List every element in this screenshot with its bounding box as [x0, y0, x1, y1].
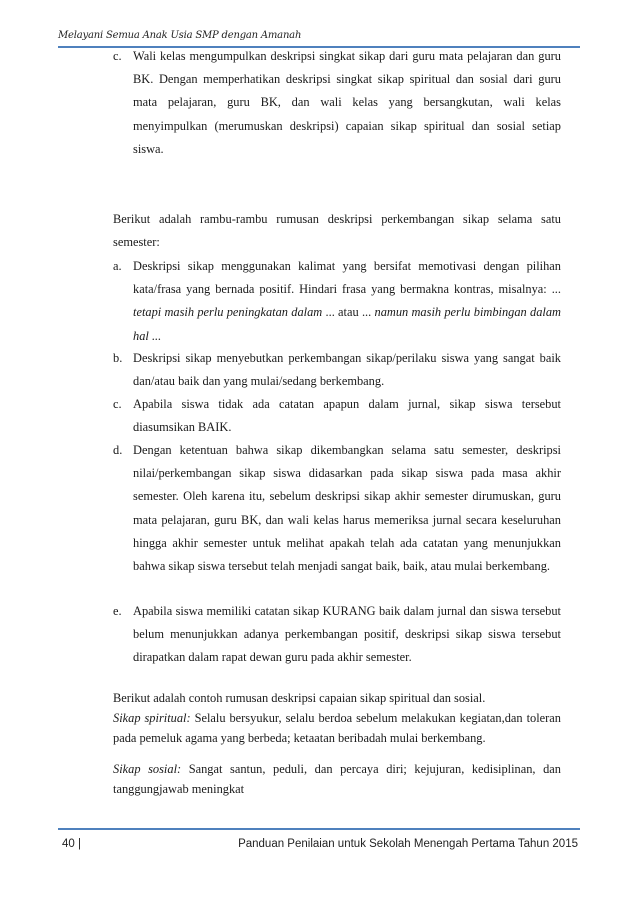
list-item-text: Wali kelas mengumpulkan deskripsi singkat sikap dari guru mata pelajaran dan guru BK. Dengan memperhatikan deskripsi singkat sikap spiritual dan sosial dari guru mata pelajaran, guru BK, dan wali kelas yang bersangkutan, wali kelas menyimpulkan (merumuskan deskripsi) capaian sikap spiritual dan sosial setiap siswa. [133, 49, 561, 156]
list-item-text: Dengan ketentuan bahwa sikap dikembangkan selama satu semester, deskripsi nilai/perkembangan sikap siswa didasarkan pada sikap siswa pada masa akhir semester. Oleh karena itu, sebelum deskripsi sikap akhir semester dirumuskan, guru mata pelajaran, guru BK, dan wali kelas harus memeriksa jurnal secara keseluruhan hingga akhir semester untuk melihat apakah telah ada catatan yang menunjukkan bahwa sikap siswa tersebut telah menjadi sangat baik, baik, atau mulai berkembang. [133, 443, 561, 574]
example-phrase-2: namun masih perlu bimbingan dalam hal [133, 305, 561, 343]
label-sikap-sosial: Sikap sosial: [113, 762, 182, 776]
list-item-b [113, 347, 561, 393]
text-sikap-spiritual: Selalu bersyukur, selalu berdoa sebelum melakukan kegiatan,dan toleran pada pemeluk agama yang berbeda; ketaatan beribadah mulai berkembang. [113, 711, 561, 745]
paragraph-rambu-intro: Berikut adalah rambu-rambu rumusan deskripsi perkembangan sikap selama satu semester: [113, 212, 561, 250]
list-item-a [113, 255, 561, 348]
list-item-text: Apabila siswa memiliki catatan sikap KURANG baik dalam jurnal dan siswa tersebut belum menunjukkan adanya perkembangan positif, deskripsi sikap siswa tersebut dirapatkan dalam rapat dewan guru pada akhir semester. [133, 604, 561, 665]
page-number: 40 | [62, 838, 81, 850]
paragraph-sikap-sosial [113, 759, 561, 799]
list-item-text: Deskripsi sikap menyebutkan perkembangan sikap/perilaku siswa yang sangat baik dan/atau baik dan yang mulai/sedang berkembang. [133, 351, 561, 389]
list-marker: b. [113, 351, 123, 365]
footer-title: Panduan Penilaian untuk Sekolah Menengah Pertama Tahun 2015 [238, 838, 578, 850]
list-item-d [113, 439, 561, 578]
list-item-text: Apabila siswa tidak ada catatan apapun dalam jurnal, sikap siswa tersebut diasumsikan BAIK. [133, 397, 561, 435]
footer-divider [58, 828, 580, 830]
list-item-c-wali-kelas [113, 45, 561, 161]
list-marker: c. [113, 49, 122, 63]
header-title: Melayani Semua Anak Usia SMP dengan Amanah [58, 30, 302, 41]
list-item-e [113, 600, 561, 670]
list-item-c [113, 393, 561, 439]
list-item-text [133, 255, 561, 348]
paragraph-contoh-intro: Berikut adalah contoh rumusan deskripsi capaian sikap spiritual dan sosial. [113, 691, 486, 705]
text-sikap-sosial: Sangat santun, peduli, dan percaya diri; kejujuran, kedisiplinan, dan tanggungjawab meningkat [113, 762, 561, 796]
paragraph-sikap-spiritual [113, 708, 561, 748]
list-marker: c. [113, 397, 122, 411]
list-item-text-main: Deskripsi sikap menggunakan kalimat yang bersifat memotivasi dengan pilihan kata/frasa yang bernada positif. Hindari frasa yang bermakna kontras, misalnya: ... [133, 259, 561, 297]
example-tail: ... [151, 328, 162, 343]
list-marker: a. [113, 259, 122, 273]
example-connector: ... atau ... [325, 305, 372, 320]
label-sikap-spiritual: Sikap spiritual: [113, 711, 191, 725]
list-marker: e. [113, 604, 122, 618]
example-phrase-1: tetapi masih perlu peningkatan dalam [133, 305, 323, 320]
list-marker: d. [113, 443, 123, 457]
